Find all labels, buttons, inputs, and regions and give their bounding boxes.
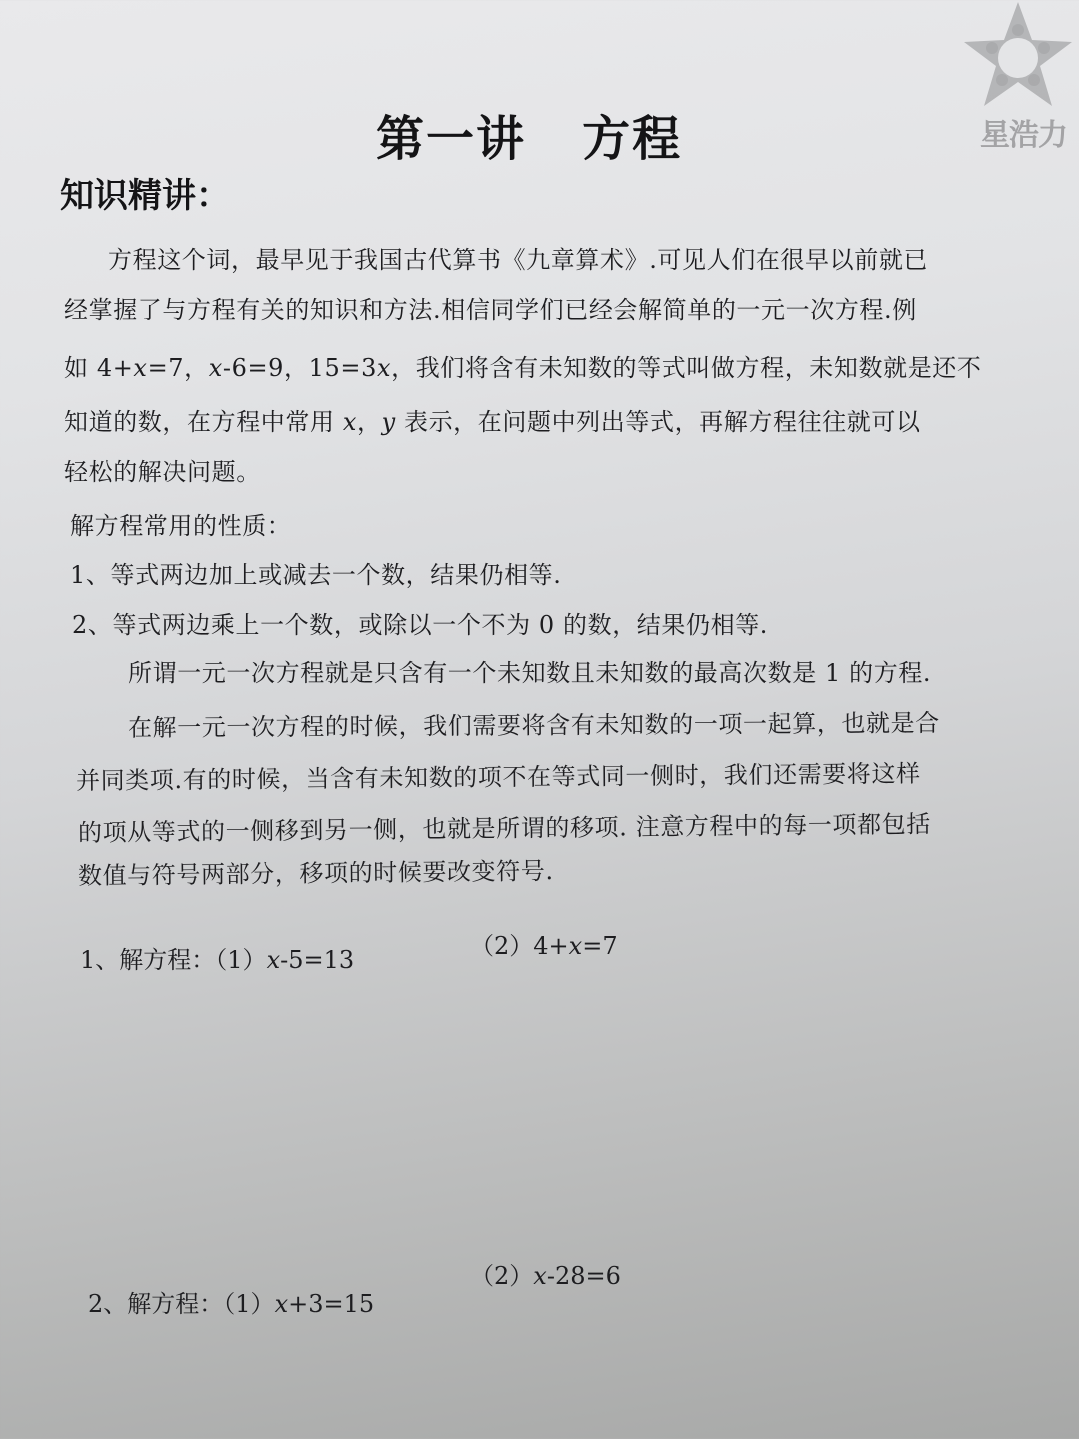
exercise-1-part-2: （2）4+x=7	[470, 932, 618, 960]
brand-logo	[960, 0, 1079, 160]
star-people-icon	[960, 0, 1079, 110]
intro-line-5: 轻松的解决问题。	[64, 458, 261, 486]
intro-line-2: 经掌握了与方程有关的知识和方法.相信同学们已经会解简单的一元一次方程.例	[64, 296, 917, 324]
definition-text: 所谓一元一次方程就是只含有一个未知数且未知数的最高次数是 1 的方程.	[128, 659, 932, 687]
section-heading: 知识精讲：	[60, 176, 230, 216]
intro-line-1: 方程这个词，最早见于我国古代算书《九章算术》.可见人们在很早以前就已	[108, 246, 929, 274]
explanation-line-2: 并同类项.有的时候，当含有未知数的项不在等式同一侧时，我们还需要将这样	[75, 759, 921, 795]
explanation-line-1: 在解一元一次方程的时候，我们需要将含有未知数的一项一起算，也就是合	[127, 709, 940, 742]
exercise-1-part-1: 1、解方程：（1）x-5=13	[80, 946, 355, 974]
intro-line-3: 如 4+x=7，x-6=9，15=3x，我们将含有未知数的等式叫做方程，未知数就是还不	[64, 354, 982, 382]
intro-line-4: 知道的数，在方程中常用 x，y 表示，在问题中列出等式，再解方程往往就可以	[64, 408, 921, 436]
lecture-title: 第一讲 方程	[376, 111, 683, 167]
property-item-1: 1、等式两边加上或减去一个数，结果仍相等.	[70, 561, 562, 589]
properties-heading: 解方程常用的性质：	[70, 512, 292, 540]
exercise-2-part-2: （2）x-28=6	[470, 1262, 621, 1290]
property-item-2: 2、等式两边乘上一个数，或除以一个不为 0 的数，结果仍相等.	[72, 611, 769, 639]
explanation-line-3: 的项从等式的一侧移到另一侧，也就是所谓的移项. 注意方程中的每一项都包括	[77, 810, 931, 847]
explanation-line-4: 数值与符号两部分，移项的时候要改变符号.	[77, 857, 554, 890]
brand-name: 星浩力	[980, 118, 1067, 153]
exercise-2-part-1: 2、解方程：（1）x+3=15	[88, 1290, 375, 1318]
